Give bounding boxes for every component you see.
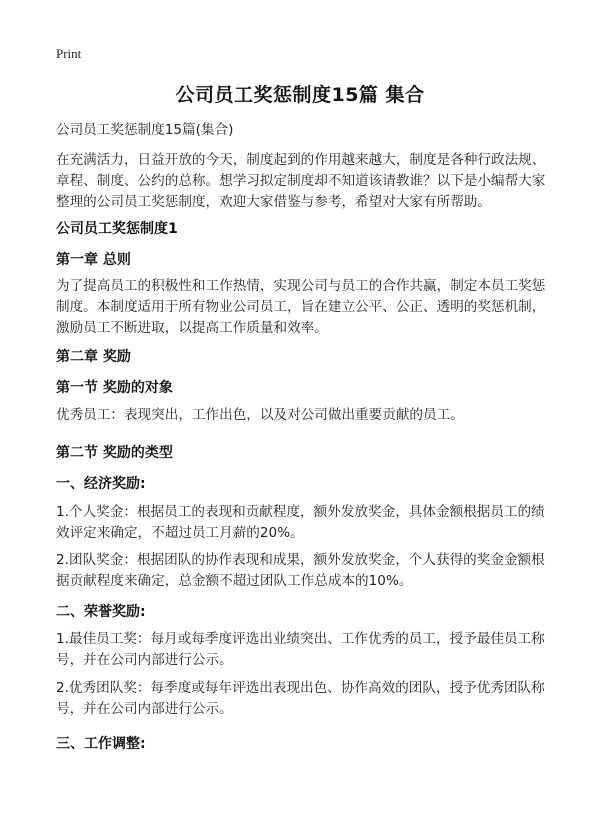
honor-reward-title: 二、荣誉奖励:	[56, 604, 146, 620]
document-title: 公司员工奖惩制度15篇 集合	[175, 84, 425, 106]
chapter-1-title: 第一章 总则	[56, 252, 131, 268]
section-1-body: 优秀员工：表现突出，工作出色，以及对公司做出重要贡献的员工。	[56, 407, 464, 423]
economic-reward-item-2: 2.团队奖金：根据团队的协作表现和成果，额外发放奖金，个人获得的奖金金额根据贡献程度来确定，总金额不超过团队工作总成本的10%。	[56, 552, 545, 589]
chapter-2-title: 第二章 奖励	[56, 349, 131, 365]
chapter-1-body: 为了提高员工的积极性和工作热情，实现公司与员工的合作共赢，制定本员工奖惩制度。本制度适用于所有物业公司员工，旨在建立公平、公正、透明的奖惩机制，激励员工不断进取，以提高工作质量和效率。	[56, 278, 546, 336]
intro-paragraph: 在充满活力，日益开放的今天，制度起到的作用越来越大，制度是各种行政法规、章程、制度、公约的总称。想学习拟定制度却不知道该请教谁？以下是小编帮大家整理的公司员工奖惩制度，欢迎大家借鉴与参考，希望对大家有所帮助。	[56, 152, 546, 210]
work-adjustment-title: 三、工作调整:	[56, 736, 146, 752]
section-1-title: 第一节 奖励的对象	[56, 380, 173, 396]
document-subtitle: 公司员工奖惩制度15篇(集合)	[56, 122, 234, 138]
section-2-title: 第二节 奖励的类型	[56, 445, 173, 461]
honor-reward-item-1: 1.最佳员工奖：每月或每季度评选出业绩突出、工作优秀的员工，授予最佳员工称号，并在公司内部进行公示。	[56, 631, 545, 668]
economic-reward-title: 一、经济奖励:	[56, 476, 146, 492]
section-title: 公司员工奖惩制度1	[56, 221, 178, 237]
print-link[interactable]: Print	[56, 46, 82, 61]
honor-reward-item-2: 2.优秀团队奖：每季度或每年评选出表现出色、协作高效的团队，授予优秀团队称号，并在公司内部进行公示。	[56, 680, 545, 717]
economic-reward-item-1: 1.个人奖金：根据员工的表现和贡献程度，额外发放奖金，具体金额根据员工的绩效评定来确定，不超过员工月薪的20%。	[56, 504, 545, 541]
